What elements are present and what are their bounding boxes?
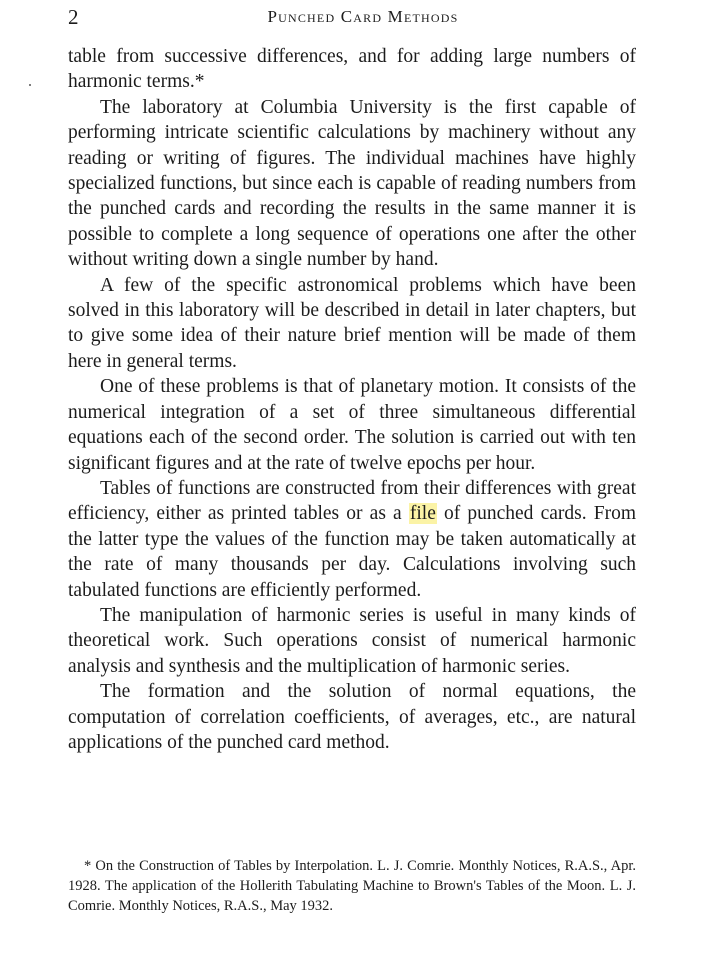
body-text xyxy=(68,44,636,755)
paragraph-planetary-motion: One of these problems is that of planetary motion. It consists of the numerical integration of a set of three simultaneous differential equations each of the second order. The solution is carried out with ten significant figures and at the rate of twelve epochs per hour. xyxy=(68,376,636,474)
paragraph-columbia-laboratory: The laboratory at Columbia University is the first capable of performing intricate scientific calculations by machinery without any reading or writing of figures. The individual machines have highly specialized functions, but since each is capable of reading numbers from the punched cards and recording the results in the same manner it is possible to complete a long sequence of operations one after the other without writing down a single number by hand. xyxy=(68,96,636,271)
paragraph-continuation: table from successive differences, and for adding large numbers of harmonic terms.* xyxy=(68,46,636,93)
highlighted-word: file xyxy=(409,503,436,525)
paragraph-normal-equations: The formation and the solution of normal equations, the computation of correlation coefficients, of averages, etc., are natural applications of the punched card method. xyxy=(68,681,636,753)
footnote: * On the Construction of Tables by Interpolation. L. J. Comrie. Monthly Notices, R.A.S., Apr. 1928. The application of the Hollerith Tabulating Machine to Brown's Tables of the Moon. L. J. Comrie. Monthly Notices, R.A.S., May 1932. xyxy=(68,858,636,914)
paragraph-astronomical-problems: A few of the specific astronomical problems which have been solved in this laboratory will be described in detail in later chapters, but to give some idea of their nature brief mention will be made of them here in general terms. xyxy=(68,274,636,372)
tables-text-after: of punched cards. From the latter type the values of the function may be taken automatically at the rate of many thousands per day. Calculations involving such tabulated functions are efficiently performed. xyxy=(68,503,636,601)
running-title: Punched Card Methods xyxy=(267,7,459,26)
running-head xyxy=(68,4,638,30)
page-number: 2 xyxy=(68,5,79,29)
tables-text-before: Tables of functions are constructed from their differences with great efficiency, either as printed tables or as a xyxy=(68,477,636,525)
paragraph-harmonic-series: The manipulation of harmonic series is useful in many kinds of theoretical work. Such operations consist of numerical harmonic analysis and synthesis and the multiplication of harmonic series. xyxy=(68,604,636,677)
paragraph-tables-of-functions xyxy=(68,476,636,603)
footnotes xyxy=(68,857,636,916)
stray-ink-mark xyxy=(29,84,31,86)
